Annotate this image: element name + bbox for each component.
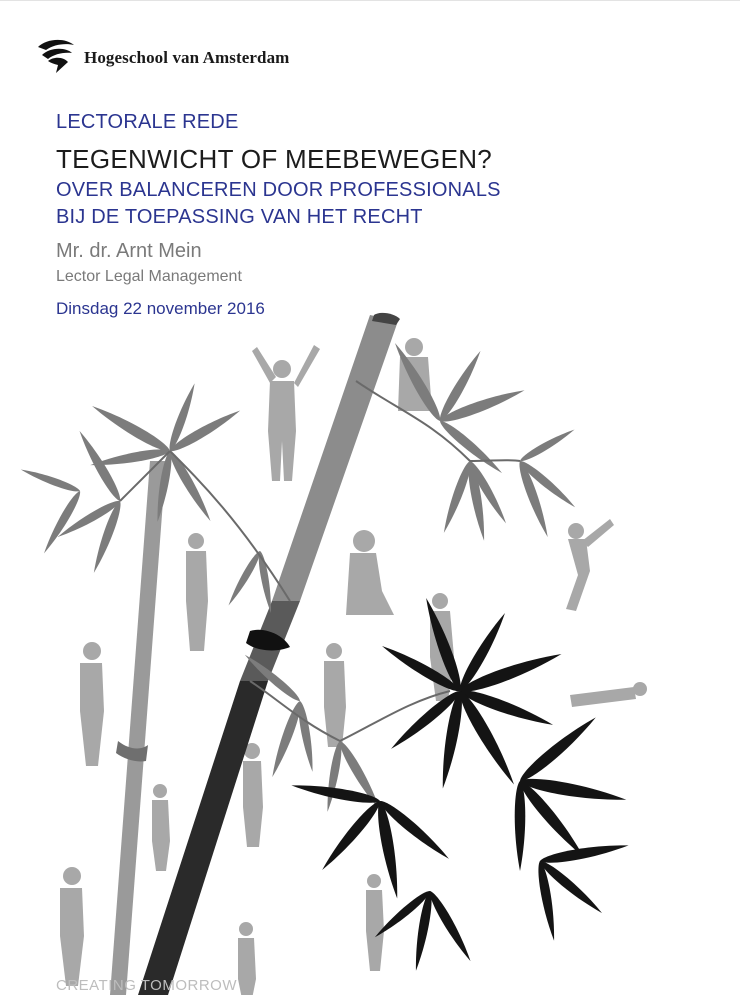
event-date: Dinsdag 22 november 2016 <box>56 299 265 318</box>
hva-logo-icon <box>36 37 76 75</box>
institution-logo[interactable] <box>36 37 289 75</box>
cover-titles <box>56 109 676 321</box>
subtitle-line-2: BIJ DE TOEPASSING VAN HET RECHT <box>56 206 423 228</box>
tagline: CREATING TOMORROW <box>56 977 237 994</box>
series-label: LECTORALE REDE <box>56 111 239 133</box>
logo-text: Hogeschool van Amsterdam <box>84 47 290 67</box>
subtitle-line-1: OVER BALANCEREN DOOR PROFESSIONALS <box>56 179 501 201</box>
author-name: Mr. dr. Arnt Mein <box>56 240 202 262</box>
bamboo-illustration <box>0 301 740 995</box>
bamboo-stalk-grey <box>110 461 166 995</box>
author-role: Lector Legal Management <box>56 268 242 285</box>
page-title: TEGENWICHT OF MEEBEWEGEN? <box>56 144 493 174</box>
